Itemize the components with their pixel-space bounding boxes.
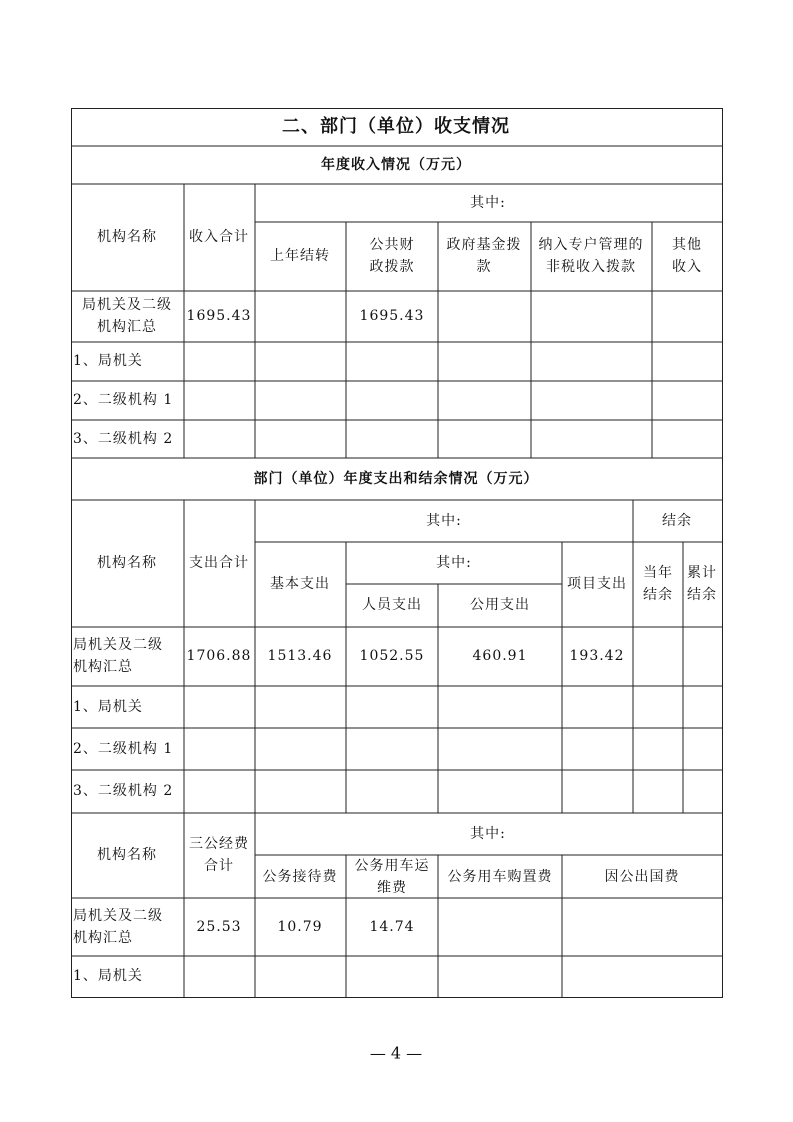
income-row-summary-name-line1: 局机关及二级 (82, 297, 172, 313)
page-title: 二、部门（单位）收支情况 (282, 116, 510, 137)
income-col-other-line2: 收入 (672, 259, 702, 275)
income-row-name: 1、局机关 (73, 353, 143, 369)
income-row-summary-name-line2: 机构汇总 (97, 319, 157, 335)
expense-col-personnel: 人员支出 (362, 597, 422, 613)
income-row-summary-total: 1695.43 (186, 308, 252, 324)
three-public-row-summary-reception: 10.79 (277, 919, 323, 935)
expense-col-project: 项目支出 (567, 576, 627, 592)
three-public-of-which: 其中: (470, 826, 506, 842)
income-row-summary-fiscal: 1695.43 (359, 308, 425, 324)
expense-heading: 部门（单位）年度支出和结余情况（万元） (253, 471, 539, 487)
three-public-col-vehicle-buy: 公务用车购置费 (447, 869, 553, 885)
three-public-col-org: 机构名称 (97, 847, 157, 863)
expense-col-total: 支出合计 (189, 555, 249, 571)
three-public-col-vehicle-ops-line1: 公务用车运 (354, 858, 430, 874)
expense-row-summary-name-line2: 机构汇总 (73, 659, 133, 675)
three-public-row-summary-total: 25.53 (196, 919, 242, 935)
expense-row-summary-public: 460.91 (472, 648, 528, 664)
three-public-row-summary-vehicle-ops: 14.74 (369, 919, 415, 935)
three-public-row-name: 1、局机关 (73, 968, 143, 984)
income-col-carryover: 上年结转 (270, 248, 330, 264)
expense-row-summary-personnel: 1052.55 (359, 648, 425, 664)
expense-row-name: 2、二级机构 1 (73, 741, 174, 757)
income-col-other-line1: 其他 (672, 237, 702, 253)
expense-balance: 结余 (662, 513, 692, 529)
income-of-which: 其中: (470, 195, 506, 211)
expense-row-summary-basic: 1513.46 (267, 648, 333, 664)
three-public-col-reception: 公务接待费 (262, 869, 338, 885)
expense-col-year-balance-line2: 结余 (643, 587, 673, 603)
three-public-col-abroad: 因公出国费 (604, 869, 680, 885)
expense-row-summary-total: 1706.88 (186, 648, 252, 664)
income-col-fiscal-line2: 政拨款 (369, 259, 415, 275)
income-row-name: 2、二级机构 1 (73, 392, 174, 408)
income-row-name: 3、二级机构 2 (73, 431, 174, 447)
income-col-total: 收入合计 (189, 229, 249, 245)
income-col-fund-line2: 款 (476, 259, 492, 275)
expense-row-summary-project: 193.42 (569, 648, 625, 664)
expense-of-which: 其中: (426, 513, 462, 529)
three-public-col-total-line2: 合计 (204, 858, 234, 874)
page-number: — 4 — (369, 1043, 423, 1063)
expense-col-year-balance-line1: 当年 (643, 565, 673, 581)
income-col-special-line2: 非税收入拨款 (546, 259, 636, 275)
expense-col-org: 机构名称 (97, 555, 157, 571)
income-heading: 年度收入情况（万元） (321, 157, 471, 173)
expense-col-cum-balance-line1: 累计 (687, 565, 717, 581)
income-col-fiscal-line1: 公共财 (369, 237, 415, 253)
income-col-fund-line1: 政府基金拨 (446, 237, 522, 253)
expense-row-name: 3、二级机构 2 (73, 783, 174, 799)
expense-col-public: 公用支出 (470, 597, 530, 613)
three-public-row-summary-name-line2: 机构汇总 (73, 930, 133, 946)
income-col-org: 机构名称 (97, 229, 157, 245)
income-col-special-line1: 纳入专户管理的 (538, 237, 644, 253)
three-public-row-summary-name-line1: 局机关及二级 (73, 908, 163, 924)
three-public-col-vehicle-ops-line2: 维费 (377, 880, 407, 896)
expense-row-name: 1、局机关 (73, 699, 143, 715)
expense-row-summary-name-line1: 局机关及二级 (73, 637, 163, 653)
expense-of-which-sub: 其中: (436, 555, 472, 571)
expense-col-basic: 基本支出 (270, 576, 330, 592)
expense-col-cum-balance-line2: 结余 (687, 587, 717, 603)
three-public-col-total-line1: 三公经费 (189, 836, 249, 852)
